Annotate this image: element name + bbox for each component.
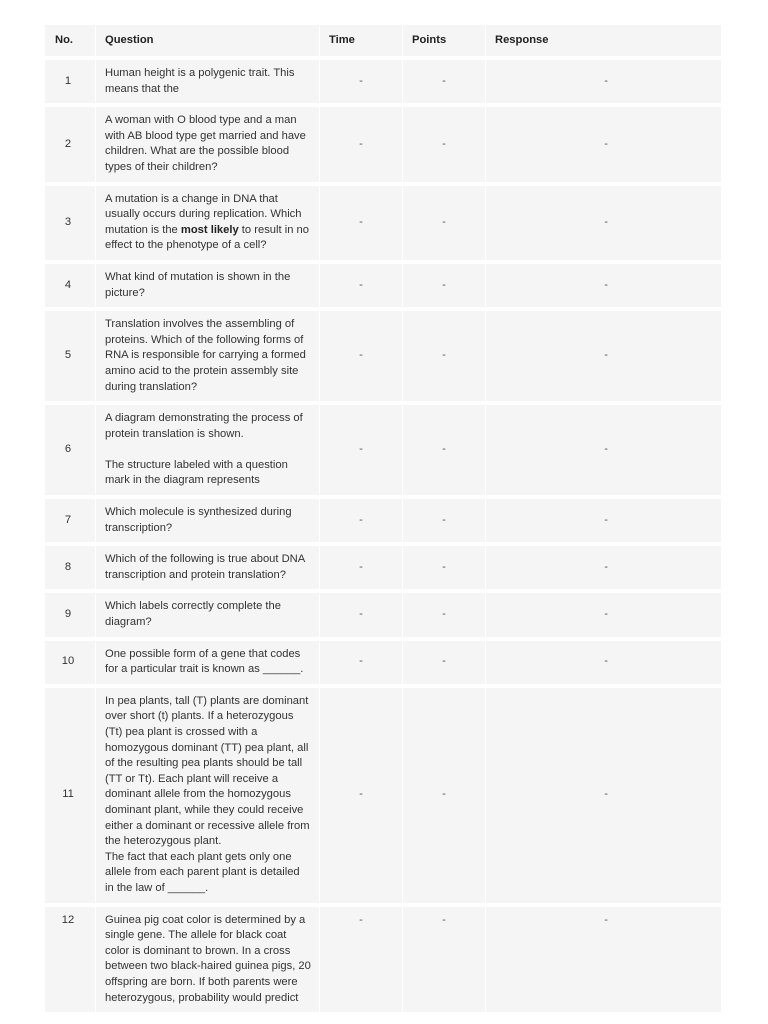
points-value: -	[403, 186, 486, 260]
question-paragraph: Translation involves the assembling of proteins. Which of the following forms of RNA is responsible for carrying a formed amino acid to the protein assembly site during translation?	[105, 318, 306, 393]
question-text	[96, 593, 320, 636]
table-row	[45, 641, 721, 684]
question-text	[96, 688, 320, 903]
question-text	[96, 186, 320, 260]
table-row	[45, 107, 721, 181]
points-value: -	[403, 546, 486, 589]
question-paragraph: The structure labeled with a question mark in the diagram represents	[105, 458, 288, 487]
row-number: 7	[45, 499, 96, 542]
response-value: -	[486, 593, 721, 636]
question-paragraph: Which labels correctly complete the diagram?	[105, 600, 281, 629]
points-value: -	[403, 641, 486, 684]
response-value: -	[486, 186, 721, 260]
response-value: -	[486, 546, 721, 589]
question-segment: A mutation is a change in DNA that usually occurs during replication. Which mutation is the	[105, 192, 302, 236]
response-value: -	[486, 688, 721, 903]
time-value: -	[320, 186, 403, 260]
table-row	[45, 907, 721, 1013]
time-value: -	[320, 499, 403, 542]
time-value: -	[320, 107, 403, 181]
table-row	[45, 405, 721, 495]
time-value: -	[320, 688, 403, 903]
row-number: 3	[45, 186, 96, 260]
response-value: -	[486, 907, 721, 1013]
question-text	[96, 311, 320, 401]
question-text	[96, 60, 320, 103]
time-value: -	[320, 593, 403, 636]
question-text	[96, 499, 320, 542]
row-number: 4	[45, 264, 96, 307]
points-value: -	[403, 311, 486, 401]
question-paragraph: A woman with O blood type and a man with AB blood type get married and have children. What are the possible blood types of their children?	[105, 114, 306, 173]
response-value: -	[486, 107, 721, 181]
question-text	[96, 546, 320, 589]
row-number: 11	[45, 688, 96, 903]
row-number: 1	[45, 60, 96, 103]
time-value: -	[320, 60, 403, 103]
response-value: -	[486, 264, 721, 307]
question-paragraph: In pea plants, tall (T) plants are dominant over short (t) plants. If a heterozygous (Tt) pea plant is crossed with a homozygous dominant (TT) pea plant, all of the resulting pea plants should be tall (TT or Tt). Each plant will receive a dominant allele from the homozygous dominant plant, while they could receive either a dominant or recessive allele from the heterozygous plant.	[105, 694, 310, 848]
question-text	[96, 405, 320, 495]
header-time: Time	[320, 25, 403, 56]
question-paragraph: A diagram demonstrating the process of protein translation is shown.	[105, 412, 303, 440]
question-text	[96, 264, 320, 307]
header-question: Question	[96, 25, 320, 56]
question-text	[96, 907, 320, 1013]
response-value: -	[486, 499, 721, 542]
points-value: -	[403, 499, 486, 542]
time-value: -	[320, 641, 403, 684]
table-body	[45, 60, 721, 1012]
response-value: -	[486, 405, 721, 495]
row-number: 2	[45, 107, 96, 181]
question-text	[96, 641, 320, 684]
table-row	[45, 311, 721, 401]
time-value: -	[320, 264, 403, 307]
table-row	[45, 546, 721, 589]
time-value: -	[320, 311, 403, 401]
question-text	[96, 107, 320, 181]
question-emphasis: most likely	[180, 223, 239, 236]
question-table	[45, 21, 721, 1016]
question-paragraph: Which molecule is synthesized during transcription?	[105, 506, 292, 534]
question-paragraph: Guinea pig coat color is determined by a single gene. The allele for black coat color is dominant to brown. In a cross between two black-haired guinea pigs, 20 offspring are born. If both parents were heterozygous, probability would predict	[105, 913, 311, 1004]
table-header	[45, 25, 721, 56]
table-row	[45, 264, 721, 307]
header-response: Response	[486, 25, 721, 56]
points-value: -	[403, 60, 486, 103]
response-value: -	[486, 60, 721, 103]
row-number: 5	[45, 311, 96, 401]
points-value: -	[403, 907, 486, 1013]
question-paragraph: One possible form of a gene that codes for a particular trait is known as ______.	[105, 647, 304, 676]
row-number: 9	[45, 593, 96, 636]
header-no: No.	[45, 25, 96, 56]
row-number: 6	[45, 405, 96, 495]
table-row	[45, 60, 721, 103]
question-segment: to result in no effect to the phenotype of a cell?	[105, 223, 309, 252]
time-value: -	[320, 405, 403, 495]
paragraph-gap	[105, 442, 311, 458]
points-value: -	[403, 264, 486, 307]
response-value: -	[486, 641, 721, 684]
question-paragraph: The fact that each plant gets only one allele from each parent plant is detailed in the law of ______.	[105, 850, 300, 894]
table-row	[45, 186, 721, 260]
points-value: -	[403, 688, 486, 903]
question-paragraph: Which of the following is true about DNA transcription and protein translation?	[105, 553, 305, 581]
time-value: -	[320, 907, 403, 1013]
time-value: -	[320, 546, 403, 589]
header-points: Points	[403, 25, 486, 56]
table-row	[45, 688, 721, 903]
row-number: 10	[45, 641, 96, 684]
row-number: 8	[45, 546, 96, 589]
table-row	[45, 593, 721, 636]
question-paragraph: Human height is a polygenic trait. This means that the	[105, 67, 295, 95]
points-value: -	[403, 405, 486, 495]
header-row	[45, 25, 721, 56]
points-value: -	[403, 107, 486, 181]
table-row	[45, 499, 721, 542]
question-paragraph: What kind of mutation is shown in the picture?	[105, 270, 291, 299]
points-value: -	[403, 593, 486, 636]
row-number: 12	[45, 907, 96, 1013]
response-value: -	[486, 311, 721, 401]
